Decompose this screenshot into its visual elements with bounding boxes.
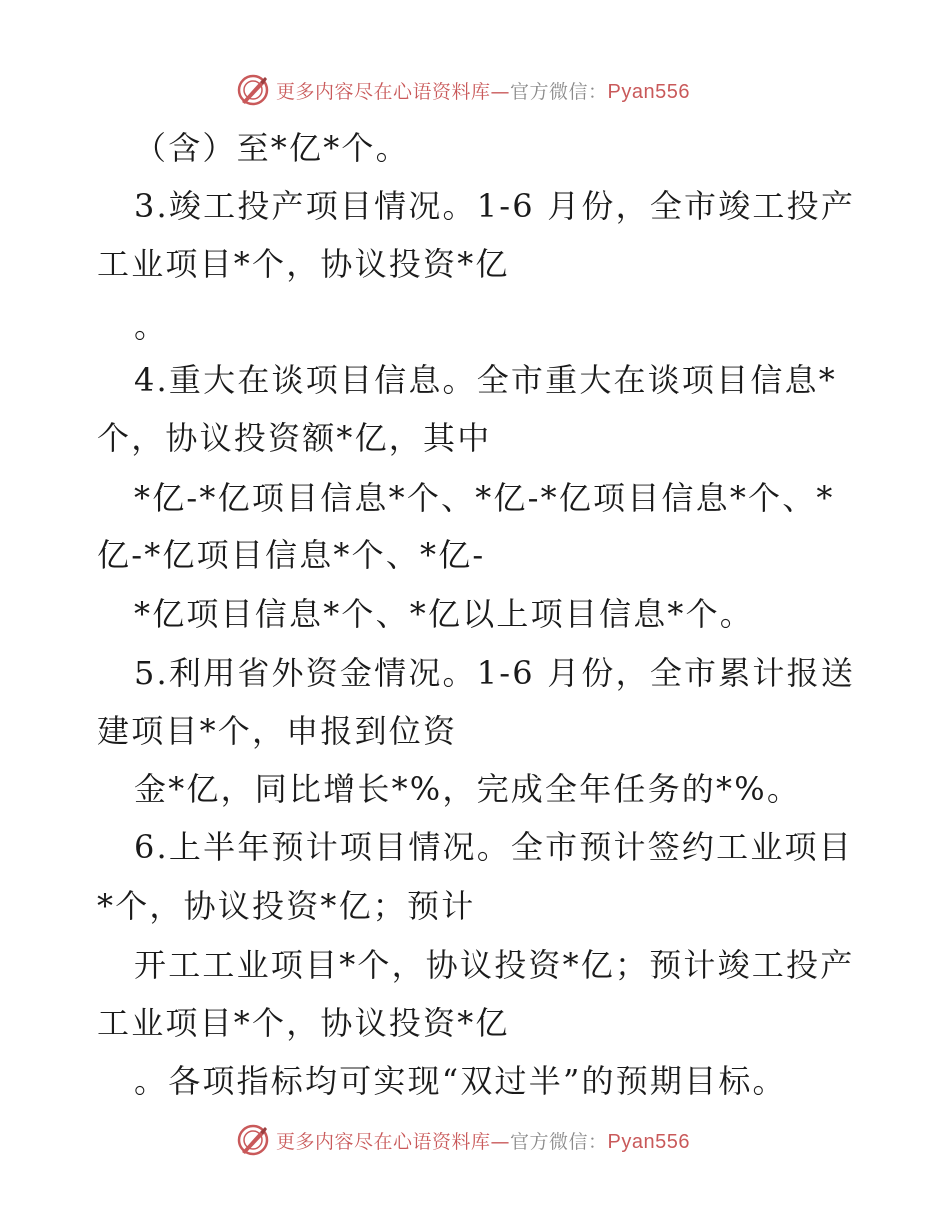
body-line: 4.重大在谈项目信息。全市重大在谈项目信息* [134, 361, 837, 399]
body-line: （含）至*亿*个。 [134, 129, 410, 167]
watermark-wechat-id: Pyan556 [607, 1130, 690, 1153]
watermark-text [276, 1127, 690, 1154]
watermark-wechat-id: Pyan556 [607, 80, 690, 103]
watermark-text [276, 77, 690, 104]
watermark-separator: — [490, 80, 511, 103]
watermark-separator: — [490, 1130, 511, 1153]
body-line: 。 [134, 307, 169, 345]
body-line: 。各项指标均可实现“双过半”的预期目标。 [134, 1062, 787, 1100]
body-line: 金*亿，同比增长*%，完成全年任务的*%。 [134, 770, 802, 808]
body-line: *亿-*亿项目信息*个、*亿-*亿项目信息*个、* [134, 479, 835, 517]
footer-watermark [236, 1123, 690, 1157]
header-watermark [236, 73, 690, 107]
pen-seal-icon [236, 73, 270, 107]
body-line: 5.利用省外资金情况。1-6 月份，全市累计报送 [134, 654, 856, 692]
body-line: *个，协议投资*亿；预计 [97, 887, 476, 925]
body-line: 个，协议投资额*亿，其中 [97, 419, 492, 457]
watermark-label: 官方微信： [510, 80, 608, 103]
body-line: 工业项目*个，协议投资*亿 [97, 1004, 510, 1042]
watermark-label: 官方微信： [510, 1130, 608, 1153]
watermark-main: 更多内容尽在心语资料库 [276, 80, 491, 103]
body-line: 建项目*个，申报到位资 [97, 712, 458, 750]
body-line: 工业项目*个，协议投资*亿 [97, 245, 510, 283]
body-line: 6.上半年预计项目情况。全市预计签约工业项目 [134, 828, 853, 866]
body-line: 亿-*亿项目信息*个、*亿- [97, 536, 486, 574]
pen-seal-icon [236, 1123, 270, 1157]
watermark-main: 更多内容尽在心语资料库 [276, 1130, 491, 1153]
body-line: 3.竣工投产项目情况。1-6 月份，全市竣工投产 [134, 187, 856, 225]
body-line: *亿项目信息*个、*亿以上项目信息*个。 [134, 595, 755, 633]
body-line: 开工工业项目*个，协议投资*亿；预计竣工投产 [134, 946, 855, 984]
